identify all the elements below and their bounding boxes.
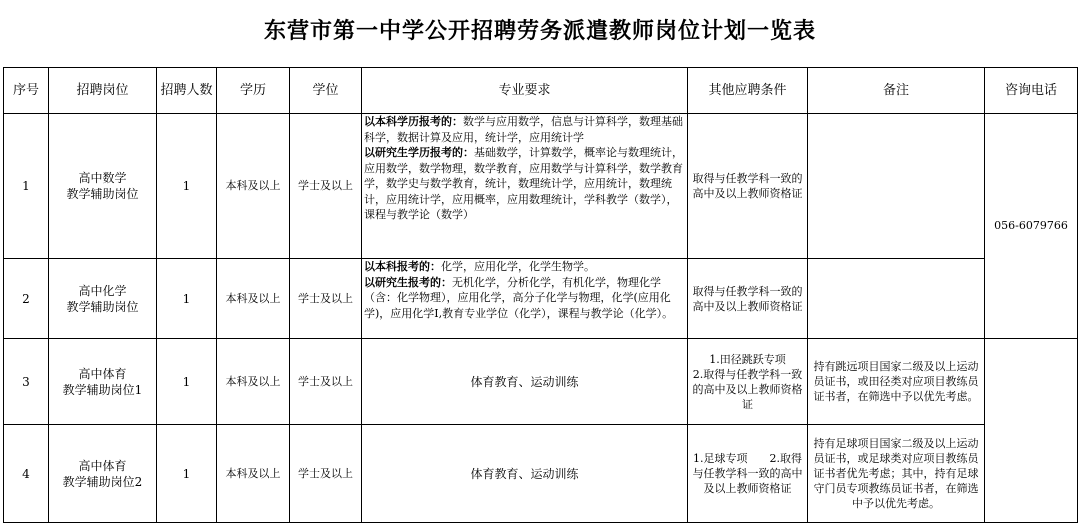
header-phone: 咨询电话 [985, 68, 1078, 114]
major-cell: 体育教育、运动训练 [362, 339, 688, 425]
degree-cell: 学士及以上 [290, 339, 362, 425]
seq-cell: 1 [4, 114, 49, 259]
major-text: 数学与应用数学，信息与计算科学，数理基础科学，数据计算及应用，统计学，应用统计学 [364, 115, 683, 144]
position-line: 教学辅助岗位2 [62, 474, 143, 489]
position-line: 教学辅助岗位 [66, 299, 139, 314]
degree-cell: 学士及以上 [290, 425, 362, 523]
other-cell: 取得与任教学科一致的高中及以上教师资格证 [688, 259, 808, 339]
count-cell: 1 [157, 339, 217, 425]
major-cell [362, 114, 688, 259]
table-row [4, 425, 1078, 523]
education-cell: 本科及以上 [217, 339, 290, 425]
degree-cell: 学士及以上 [290, 114, 362, 259]
major-cell: 体育教育、运动训练 [362, 425, 688, 523]
remark-cell: 持有跳远项目国家二级及以上运动员证书，或田径类对应项目教练员证书者，在筛选中予以优先考虑。 [808, 339, 985, 425]
remark-cell: 持有足球项目国家二级及以上运动员证书，或足球类对应项目教练员证书者优先考虑；其中，持有足球守门员专项教练员证书者，在筛选中予以优先考虑。 [808, 425, 985, 523]
phone-cell: 056-6079766 [985, 114, 1078, 339]
header-position: 招聘岗位 [49, 68, 157, 114]
header-other: 其他应聘条件 [688, 68, 808, 114]
table-row [4, 339, 1078, 425]
other-cell [688, 339, 808, 425]
other-line: 1.田径跳跃专项 [709, 352, 786, 366]
other-cell: 取得与任教学科一致的高中及以上教师资格证 [688, 114, 808, 259]
seq-cell: 3 [4, 339, 49, 425]
header-row [4, 68, 1078, 114]
position-cell [49, 259, 157, 339]
count-cell: 1 [157, 425, 217, 523]
header-degree: 学位 [290, 68, 362, 114]
position-cell [49, 339, 157, 425]
position-line: 教学辅助岗位 [66, 187, 139, 201]
major-label: 以本科学历报考的： [364, 115, 463, 128]
count-cell: 1 [157, 259, 217, 339]
seq-cell: 2 [4, 259, 49, 339]
major-label: 以本科报考的： [364, 260, 441, 273]
position-line: 教学辅助岗位1 [62, 382, 143, 397]
count-cell: 1 [157, 114, 217, 259]
position-line: 高中化学 [78, 283, 127, 298]
major-text: 基础数学，计算数学，概率论与数理统计，应用数学，数学物理，数学教育，应用数学与计算科学，数学教育学，数学史与数学教育，统计，数理统计学，应用统计，数理统计，应用统计学，应用概率，应用数理统计，学科教学（数学），课程与教学论（数学） [364, 146, 683, 221]
education-cell: 本科及以上 [217, 259, 290, 339]
page-title: 东营市第一中学公开招聘劳务派遣教师岗位计划一览表 [263, 18, 816, 44]
major-label: 以研究生报考的： [364, 275, 452, 289]
header-remark: 备注 [808, 68, 985, 114]
position-line: 高中数学 [78, 171, 127, 185]
header-count: 招聘人数 [157, 68, 217, 114]
other-cell: 1.足球专项 2.取得与任教学科一致的高中及以上教师资格证 [688, 425, 808, 523]
seq-cell: 4 [4, 425, 49, 523]
major-label: 以研究生学历报考的： [364, 146, 474, 159]
position-cell [49, 114, 157, 259]
table-row [4, 259, 1078, 339]
position-cell [49, 425, 157, 523]
remark-cell [808, 114, 985, 259]
header-major: 专业要求 [362, 68, 688, 114]
position-line: 高中体育 [78, 366, 127, 381]
education-cell: 本科及以上 [217, 425, 290, 523]
table-row [4, 114, 1078, 259]
position-line: 高中体育 [78, 458, 127, 473]
major-cell [362, 259, 688, 339]
degree-cell: 学士及以上 [290, 259, 362, 339]
education-cell: 本科及以上 [217, 114, 290, 259]
major-text: 化学，应用化学，化学生物学。 [441, 260, 595, 273]
remark-cell [808, 259, 985, 339]
phone-cell-empty [985, 339, 1078, 523]
major-text: 无机化学，分析化学，有机化学，物理化学（含：化学物理），应用化学，高分子化学与物理，化学(应用化学)，应用化学Ⅰ,教育专业学位（化学），课程与教学论（化学）。 [364, 275, 674, 320]
recruitment-table [3, 67, 1078, 523]
header-seq: 序号 [4, 68, 49, 114]
header-education: 学历 [217, 68, 290, 114]
other-line: 2.取得与任教学科一致的高中及以上教师资格证 [692, 367, 803, 411]
